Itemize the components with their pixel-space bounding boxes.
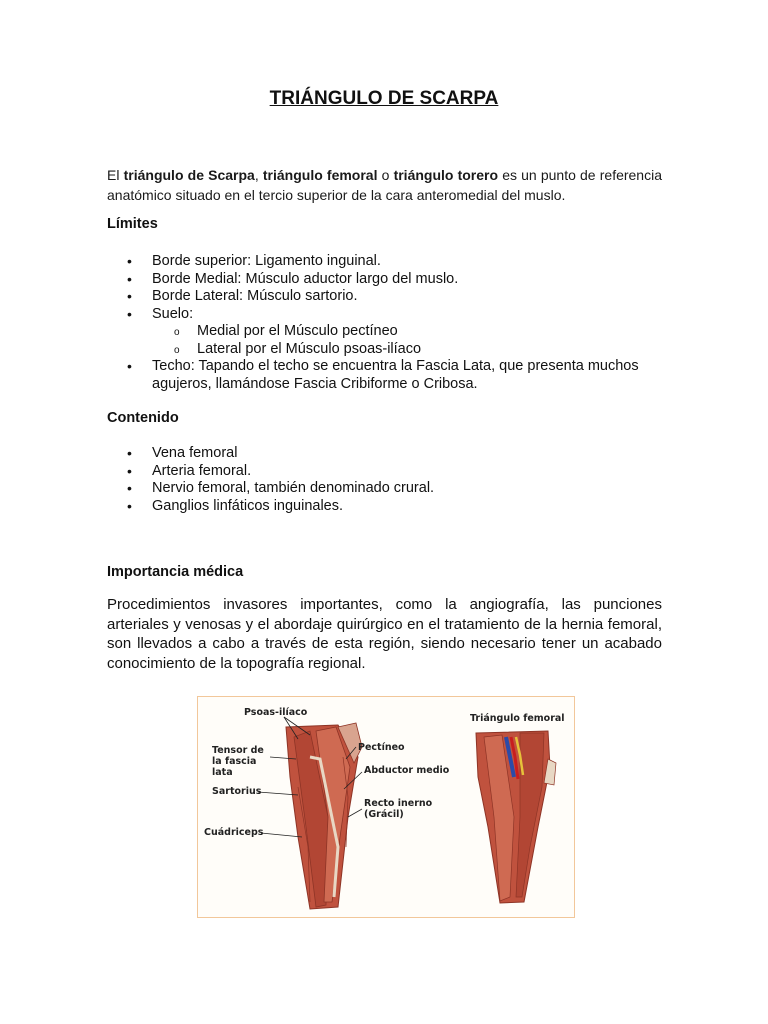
list-item: • Borde Lateral: Músculo sartorio.: [107, 288, 667, 306]
list-item-suelo: [107, 306, 667, 359]
page-title: TRIÁNGULO DE SCARPA: [269, 88, 499, 109]
left-thigh-drawing: [286, 723, 362, 909]
sub-list-item: o Medial por el Músculo pectíneo: [152, 323, 667, 341]
limites-list: [107, 253, 667, 393]
list-item: • Borde superior: Ligamento inguinal.: [107, 253, 667, 271]
label-cuadriceps: Cuádriceps: [204, 827, 264, 838]
sub-list-item: o Lateral por el Músculo psoas-ilíaco: [152, 341, 667, 359]
list-item: • Vena femoral: [107, 445, 667, 463]
importancia-heading: Importancia médica: [107, 564, 244, 580]
list-item: • Nervio femoral, también denominado crural.: [107, 480, 667, 498]
label-triangulo-femoral: Triángulo femoral: [470, 713, 565, 724]
intro-term-scarpa: triángulo de Scarpa: [123, 167, 255, 183]
intro-text-1: El: [107, 167, 124, 183]
intro-paragraph: [107, 165, 662, 205]
right-thigh-drawing: [476, 731, 556, 903]
label-tensor: Tensor de la fascia lata: [212, 745, 264, 778]
label-abductor: Abductor medio: [364, 765, 450, 776]
contenido-list: [107, 445, 667, 515]
label-recto: Recto inerno (Grácil): [364, 798, 433, 820]
intro-term-femoral: triángulo femoral: [262, 167, 378, 183]
label-sartorius: Sartorius: [212, 786, 262, 797]
limites-heading: Límites: [107, 216, 158, 232]
importancia-paragraph: Procedimientos invasores importantes, como la angiografía, las punciones arteriales y venosas y el abordaje quirúrgico en el tratamiento de la hernia femoral, son llevados a cabo a través de esta región, siendo necesario tener un acabado conocimiento de la topografía regional.: [107, 596, 662, 672]
list-item: • Techo: Tapando el techo se encuentra la Fascia Lata, que presenta muchos agujeros, llamándose Fascia Cribiforme o Cribosa.: [107, 358, 667, 393]
intro-text-4: es un punto de referencia anatómico situado en el tercio superior de la cara anteromedial del muslo.: [107, 167, 662, 203]
suelo-sublist: [152, 323, 667, 358]
list-item-label: Suelo:: [152, 305, 194, 322]
list-item: • Borde Medial: Músculo aductor largo del muslo.: [107, 271, 667, 289]
contenido-heading: Contenido: [107, 410, 179, 426]
intro-term-torero: triángulo torero: [393, 167, 499, 183]
label-pectineo: Pectíneo: [358, 742, 405, 753]
intro-text-3: o: [377, 167, 394, 183]
list-item: • Arteria femoral.: [107, 463, 667, 481]
list-item: • Ganglios linfáticos inguinales.: [107, 498, 667, 516]
label-psoas: Psoas-ilíaco: [244, 707, 308, 718]
anatomy-figure: [197, 696, 575, 918]
intro-text-2: ,: [254, 167, 263, 183]
